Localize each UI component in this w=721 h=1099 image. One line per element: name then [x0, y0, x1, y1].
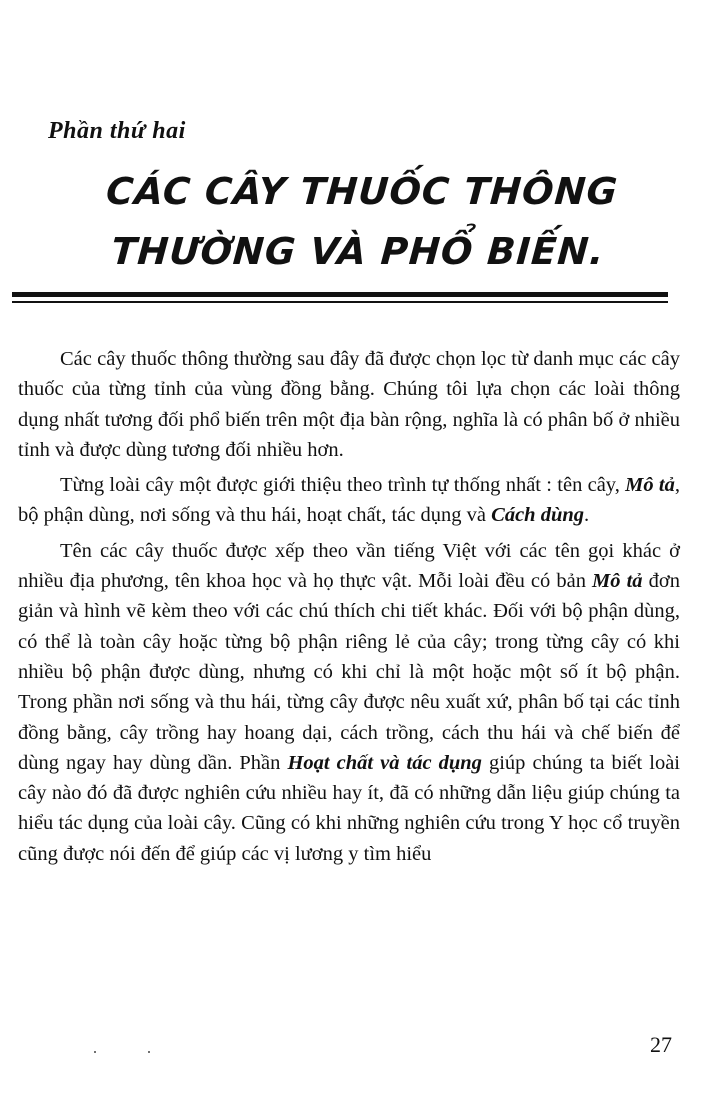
title-rule-thin — [12, 301, 668, 303]
paragraph-2 — [18, 470, 680, 531]
emphasis-text: Mô tả — [625, 474, 675, 497]
paragraph-text: . — [584, 504, 590, 527]
scan-speck — [94, 1051, 96, 1053]
paragraph-text: Tên các cây thuốc được xếp theo vần tiếng Việt với các tên gọi khác ở nhiều địa phương, tên khoa học và họ thực vật. Mỗi loài đều có bản — [18, 539, 680, 593]
chapter-title: CÁC CÂY THUỐC THÔNG THƯỜNG VÀ PHỔ BIẾN. — [104, 170, 620, 273]
title-rule-thick — [12, 292, 668, 297]
scan-speck — [148, 1051, 150, 1053]
paragraph-text: Các cây thuốc thông thường sau đây đã được chọn lọc từ danh mục các cây thuốc của từng tỉnh của vùng đồng bằng. Chúng tôi lựa chọn các loài thông dụng nhất tương đối phổ biến trên một địa bàn rộng, nghĩa là có phân bố ở nhiều tỉnh và được dùng tương đối nhiều hơn. — [18, 348, 680, 461]
paragraph-text: , bộ phận dùng, nơi sống và thu hái, hoạt chất, tác dụng và — [18, 474, 680, 527]
emphasis-text: Mô tả — [592, 570, 643, 593]
paragraph-1 — [18, 344, 680, 465]
emphasis-text: Hoạt chất và tác dụng — [287, 751, 482, 774]
page-number: 27 — [650, 1032, 672, 1057]
paragraph-text: Từng loài cây một được giới thiệu theo trình tự thống nhất : tên cây, — [60, 474, 626, 497]
part-label: Phần thứ hai — [48, 118, 186, 144]
paragraph-3 — [18, 536, 680, 869]
paragraph-text: giúp chúng ta biết loài cây nào đó đã được nghiên cứu nhiều hay ít, đã có những dẫn liệu giúp chúng ta hiểu tác dụng của loài cây. Cũng có khi những nghiên cứu trong Y học cổ truyền cũng được nói đến để giúp các vị lương y tìm hiểu — [18, 751, 680, 865]
emphasis-text: Cách dùng — [491, 504, 584, 527]
body-text — [18, 344, 680, 869]
paragraph-text: đơn giản và hình vẽ kèm theo với các chú thích chi tiết khác. Đối với bộ phận dùng, có thể là toàn cây hoặc từng bộ phận riêng lẻ của cây; trong từng cây có khi nhiều bộ phận được dùng, nhưng có khi chỉ là một hoặc một số ít bộ phận. Trong phần nơi sống và thu hái, từng cây được nêu xuất xứ, phân bố tại các tỉnh đồng bằng, cây trồng hay hoang dại, cách trồng, cách thu hái và chế biến để dùng ngay hay dùng dần. Phần — [18, 570, 680, 774]
